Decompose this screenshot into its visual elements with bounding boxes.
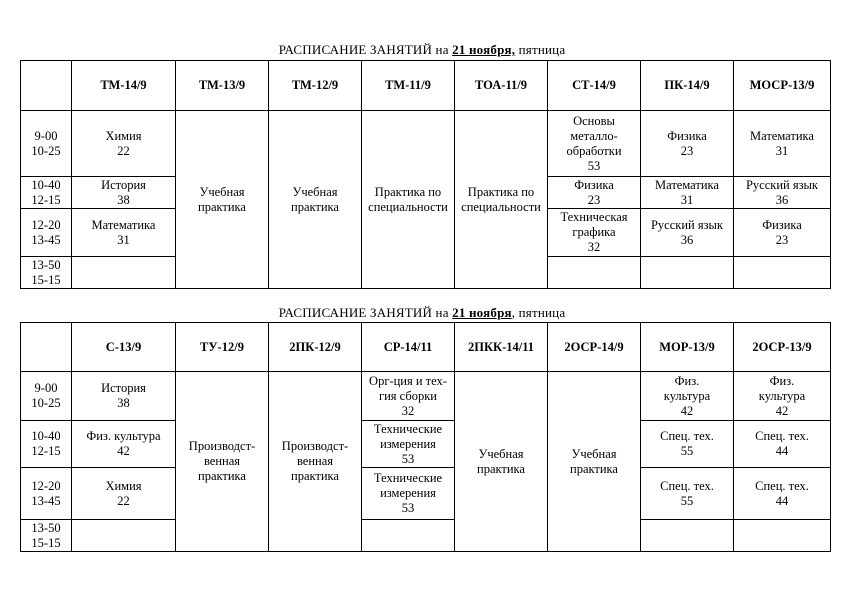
merged-practice-cell: Производст- венная практика <box>176 372 269 552</box>
time-header <box>21 61 72 111</box>
lesson-cell: Спец. тех. 44 <box>734 421 831 468</box>
group-header: СР-14/11 <box>362 323 455 372</box>
time-slot: 12-20 13-45 <box>21 209 72 257</box>
lesson-row <box>21 111 831 177</box>
lesson-cell: Физика 23 <box>734 209 831 257</box>
group-header: 2ОСР-13/9 <box>734 323 831 372</box>
schedule-2-table <box>20 322 831 552</box>
time-header <box>21 323 72 372</box>
lesson-cell: Русский язык 36 <box>734 177 831 209</box>
time-slot: 13-50 15-15 <box>21 520 72 552</box>
lesson-cell: История 38 <box>72 177 176 209</box>
merged-practice-cell: Учебная практика <box>455 372 548 552</box>
lesson-cell: Математика 31 <box>72 209 176 257</box>
group-header: ТМ-11/9 <box>362 61 455 111</box>
merged-practice-cell: Производст- венная практика <box>269 372 362 552</box>
lesson-cell: Спец. тех. 55 <box>641 421 734 468</box>
lesson-cell <box>641 257 734 289</box>
group-header: 2ПК-12/9 <box>269 323 362 372</box>
time-slot: 10-40 12-15 <box>21 177 72 209</box>
group-header: СТ-14/9 <box>548 61 641 111</box>
lesson-cell: Технические измерения 53 <box>362 421 455 468</box>
merged-practice-cell: Учебная практика <box>176 111 269 289</box>
time-slot: 10-40 12-15 <box>21 421 72 468</box>
lesson-cell <box>548 257 641 289</box>
merged-practice-cell: Учебная практика <box>269 111 362 289</box>
lesson-cell: История 38 <box>72 372 176 421</box>
lesson-cell <box>72 520 176 552</box>
lesson-cell: Математика 31 <box>734 111 831 177</box>
group-header: ТМ-12/9 <box>269 61 362 111</box>
lesson-cell: Физика 23 <box>548 177 641 209</box>
group-header: 2ПКК-14/11 <box>455 323 548 372</box>
merged-practice-cell: Учебная практика <box>548 372 641 552</box>
lesson-cell: Физ. культура 42 <box>72 421 176 468</box>
time-slot: 9-00 10-25 <box>21 111 72 177</box>
schedule-1-table <box>20 60 831 289</box>
header-row <box>21 323 831 372</box>
group-header: ТУ-12/9 <box>176 323 269 372</box>
lesson-cell: Спец. тех. 44 <box>734 468 831 520</box>
lesson-cell: Орг-ция и тех- гия сборки 32 <box>362 372 455 421</box>
schedule-1-date: 21 ноября, <box>452 42 516 57</box>
lesson-cell <box>362 520 455 552</box>
lesson-cell: Основы металло- обработки 53 <box>548 111 641 177</box>
lesson-row <box>21 372 831 421</box>
time-slot: 9-00 10-25 <box>21 372 72 421</box>
schedule-2-title: РАСПИСАНИЕ ЗАНЯТИЙ на 21 ноября, пятница <box>278 305 566 320</box>
lesson-row <box>21 468 831 520</box>
merged-practice-cell: Практика по специальности <box>362 111 455 289</box>
lesson-row <box>21 520 831 552</box>
group-header: ТОА-11/9 <box>455 61 548 111</box>
lesson-cell <box>734 257 831 289</box>
lesson-row <box>21 421 831 468</box>
lesson-cell: Физика 23 <box>641 111 734 177</box>
group-header: ПК-14/9 <box>641 61 734 111</box>
lesson-cell <box>72 257 176 289</box>
time-slot: 12-20 13-45 <box>21 468 72 520</box>
header-row <box>21 61 831 111</box>
group-header: МОР-13/9 <box>641 323 734 372</box>
lesson-cell: Химия 22 <box>72 111 176 177</box>
lesson-cell: Русский язык 36 <box>641 209 734 257</box>
lesson-cell: Математика 31 <box>641 177 734 209</box>
schedule-1-title: РАСПИСАНИЕ ЗАНЯТИЙ на 21 ноября, пятница <box>278 42 566 57</box>
lesson-cell <box>641 520 734 552</box>
schedule-2-date: 21 ноября <box>452 305 512 320</box>
group-header: С-13/9 <box>72 323 176 372</box>
group-header: МОСР-13/9 <box>734 61 831 111</box>
time-slot: 13-50 15-15 <box>21 257 72 289</box>
lesson-cell: Техническая графика 32 <box>548 209 641 257</box>
merged-practice-cell: Практика по специальности <box>455 111 548 289</box>
lesson-cell: Физ. культура 42 <box>641 372 734 421</box>
lesson-cell <box>734 520 831 552</box>
group-header: ТМ-14/9 <box>72 61 176 111</box>
lesson-cell: Физ. культура 42 <box>734 372 831 421</box>
group-header: 2ОСР-14/9 <box>548 323 641 372</box>
lesson-cell: Химия 22 <box>72 468 176 520</box>
lesson-cell: Технические измерения 53 <box>362 468 455 520</box>
lesson-cell: Спец. тех. 55 <box>641 468 734 520</box>
group-header: ТМ-13/9 <box>176 61 269 111</box>
